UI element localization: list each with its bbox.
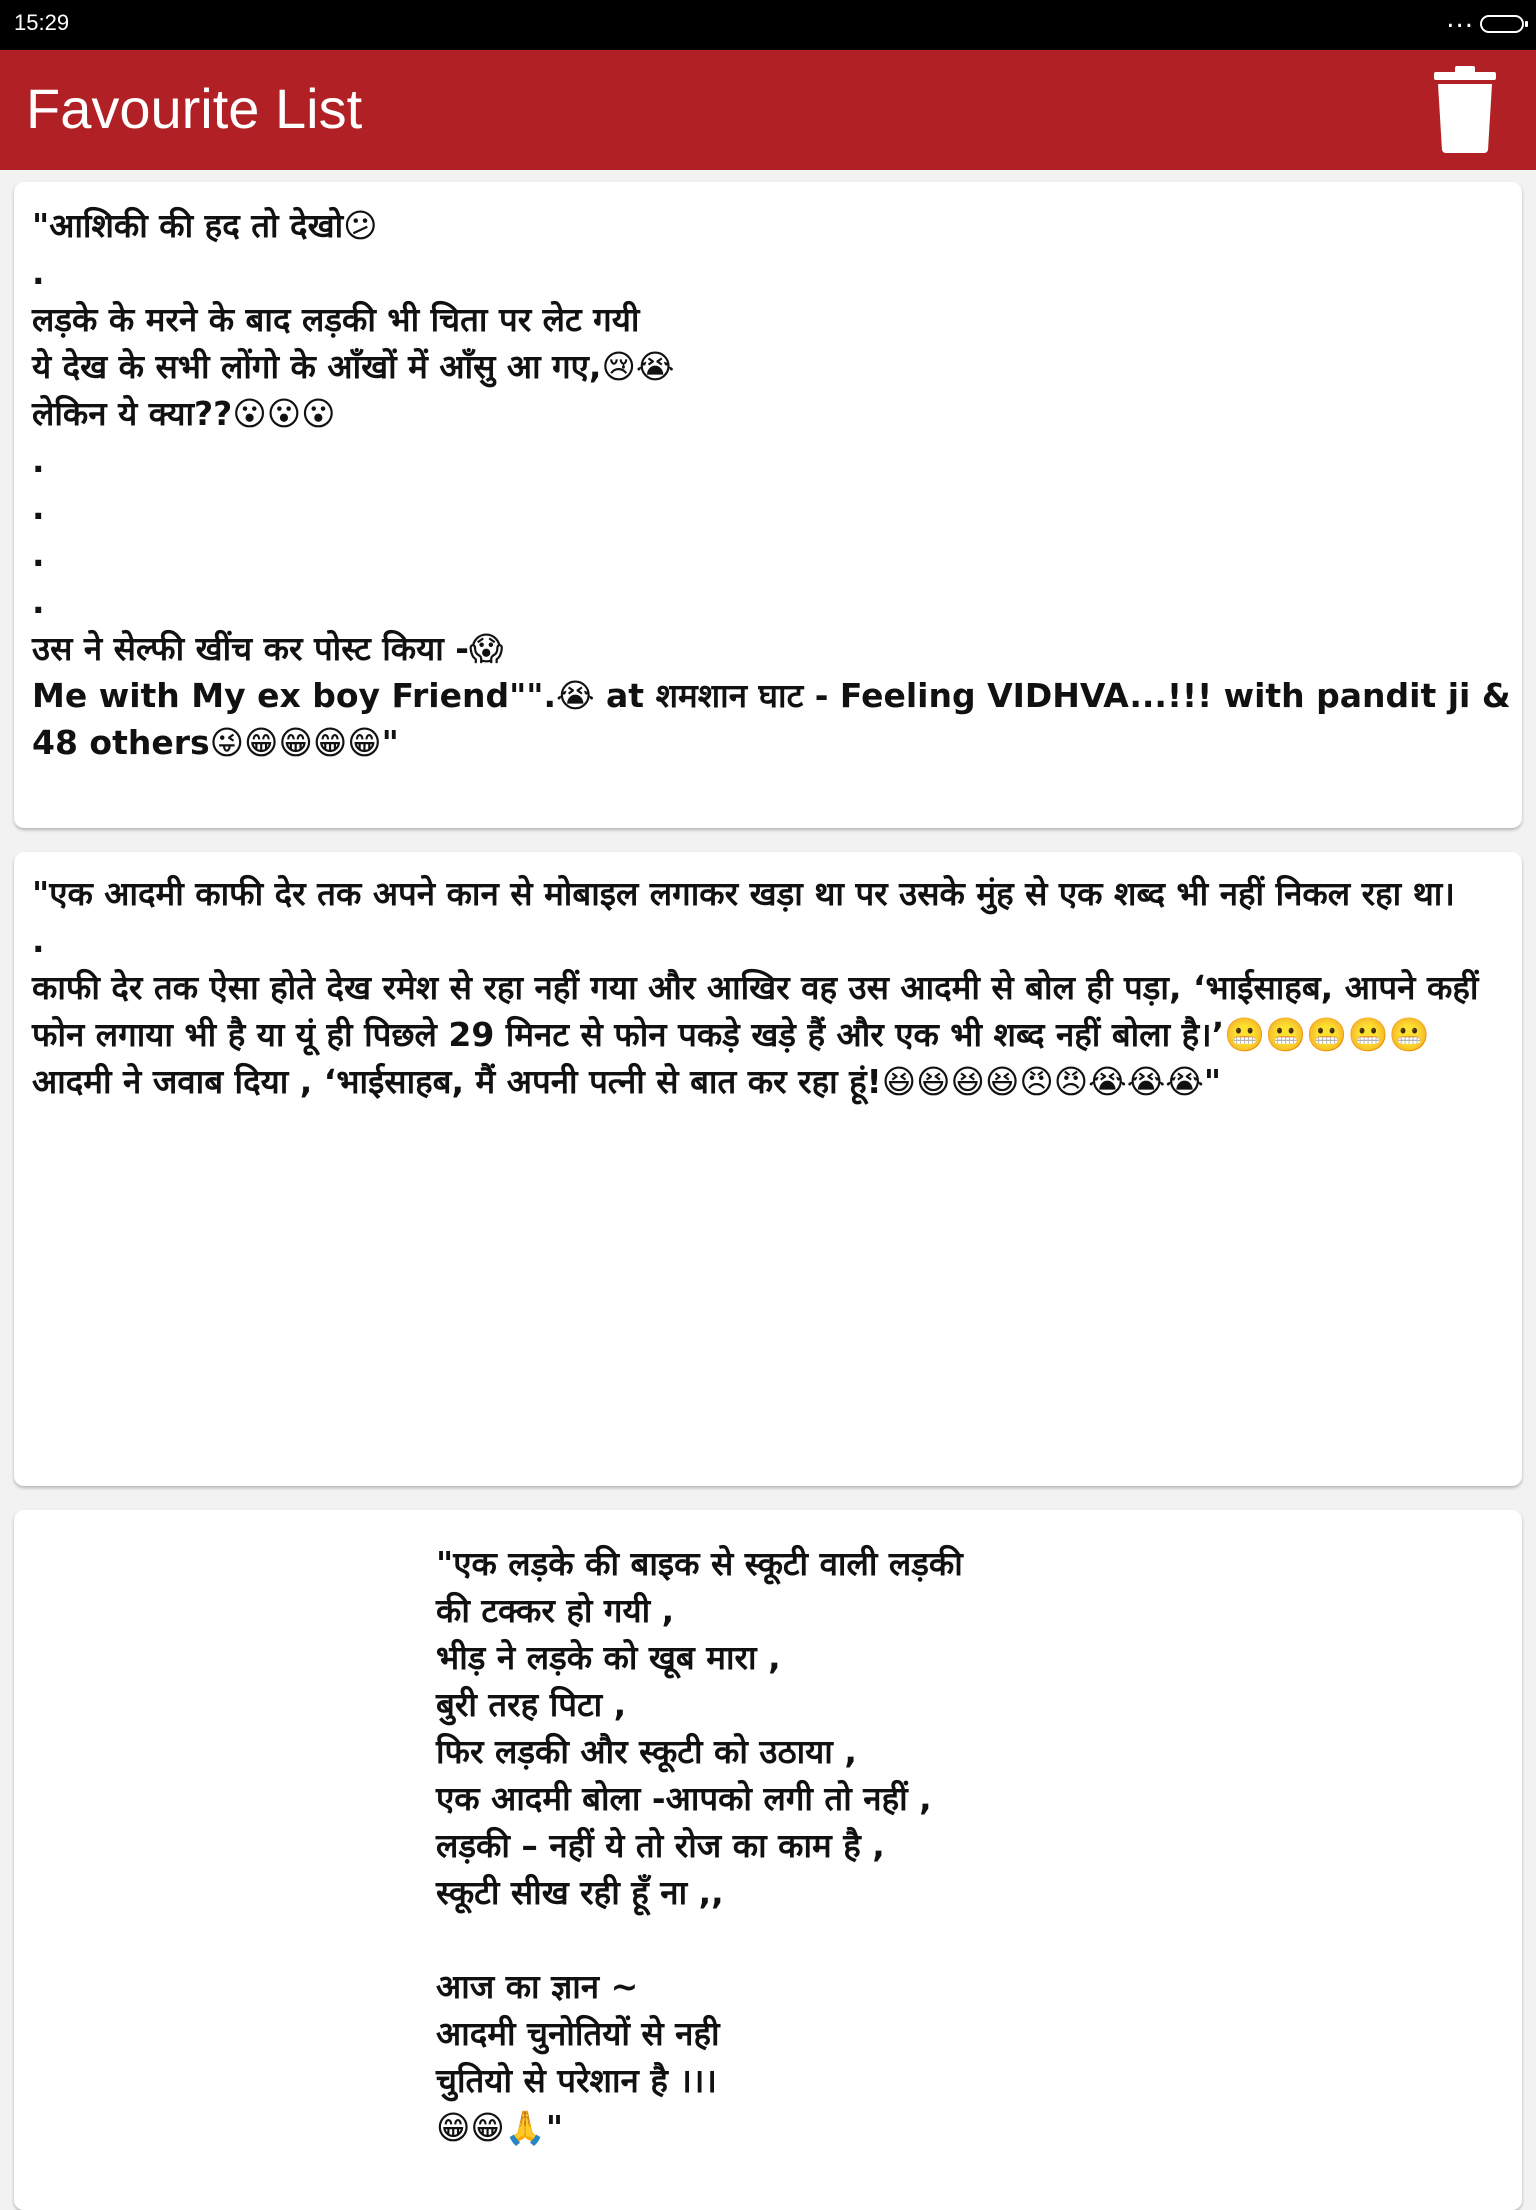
favourite-card[interactable] [14,1510,1522,2210]
status-time: 15:29 [14,10,70,35]
favourite-text: "एक आदमी काफी देर तक अपने कान से मोबाइल लगाकर खड़ा था पर उसके मुंह से एक शब्द भी नहीं निकल रहा था। . काफी देर तक ऐसा होते देख रमेश से रहा नहीं गया और आखिर वह उस आदमी से बोल ही पड़ा, ‘भाईसाहब, आपने कहीं फोन लगाया भी है या यूं ही पिछले 29 मिनट से फोन पकड़े खड़े हैं और एक भी शब्द नहीं बोला है।’😬😬😬😬😬 आदमी ने जवाब दिया , ‘भाईसाहब, मैं अपनी पत्नी से बात कर रहा हूं!😆😆😆😆😠😠😭😭😭" [32,874,1479,1101]
favourite-card[interactable] [14,182,1522,828]
status-overflow-icon: ... [1446,4,1474,34]
favourite-text: "आशिकी की हद तो देखो😕 . लड़के के मरने के बाद लड़की भी चिता पर लेट गयी ये देख के सभी लोंगो के आँखों में आँसु आ गए,😢😭 लेकिन ये क्या??😮😮😮 . . . . उस ने सेल्फी खींच कर पोस्ट किया -😱 Me with My ex boy Friend"".😭 at शमशान घाट - Feeling VIDHVA...!!! with pandit ji & 48 others😜😁😁😁😁" [32,206,1511,762]
page-title: Favourite List [26,77,363,140]
status-bar [0,0,1536,50]
favourite-text: "एक लड़के की बाइक से स्कूटी वाली लड़की की टक्कर हो गयी , भीड़ ने लड़के को खूब मारा , बुरी तरह पिटा , फिर लड़की और स्कूटी को उठाया , एक आदमी बोला -आपको लगी तो नहीं , लड़की – नहीं ये तो रोज का काम है , स्कूटी सीख रही हूँ ना ,, आज का ज्ञान ~ आदमी चुनोतियों से नही चुतियो से परेशान है ।।। 😁😁🙏" [436,1544,963,2147]
favourite-list [0,170,1536,2147]
battery-icon [1480,15,1524,33]
app-bar [0,50,1536,170]
trash-icon[interactable] [1428,64,1502,154]
favourite-card[interactable] [14,852,1522,1486]
